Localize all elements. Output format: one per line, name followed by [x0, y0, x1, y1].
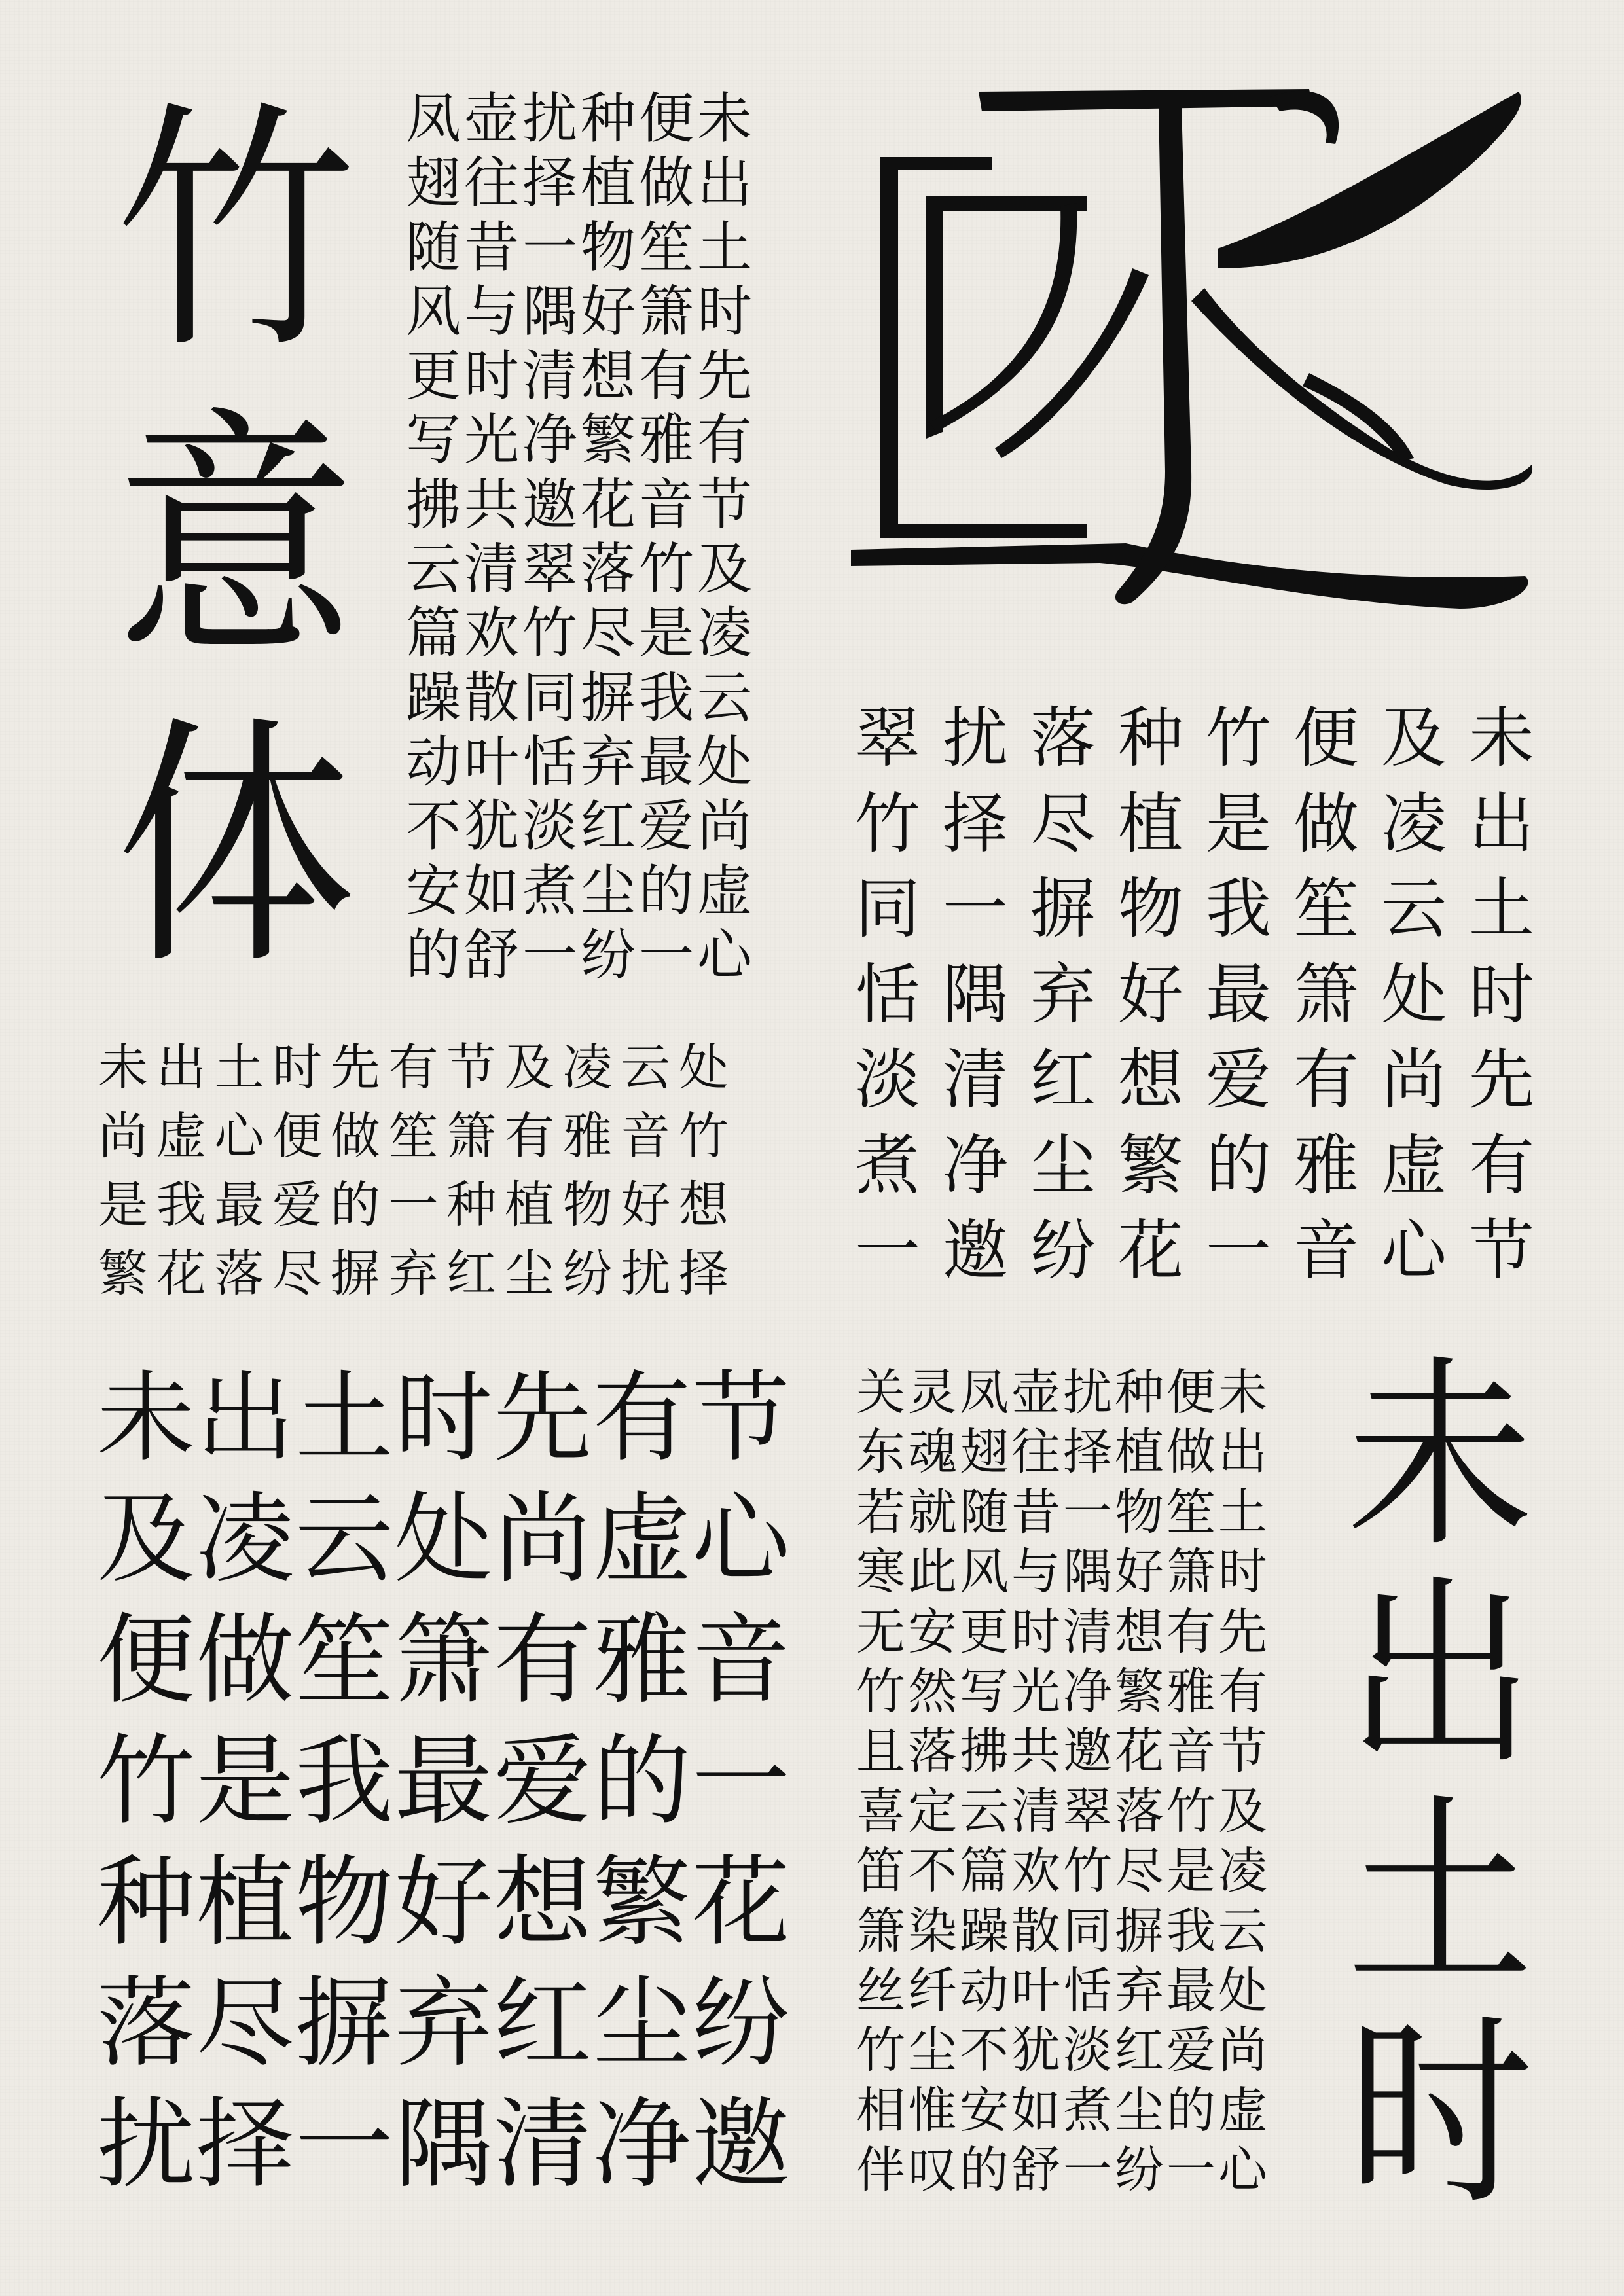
title-char: 竹 — [115, 80, 356, 384]
text-line: 同一摒物我笙云土 — [855, 870, 1557, 947]
text-line: 的舒一纷一心 — [406, 922, 756, 987]
text-line: 恬隅弃好最箫处时 — [855, 956, 1557, 1033]
display-char: 未 — [1346, 1338, 1534, 1575]
top-left-paragraph — [406, 86, 755, 987]
title-char: 体 — [115, 695, 356, 999]
title-vertical — [98, 79, 373, 1001]
text-line: 竹是我最爱的一 — [97, 1725, 791, 1839]
text-line: 扰择一隅清净邀 — [97, 2088, 791, 2202]
left-middle-paragraph — [98, 1033, 737, 1308]
text-line: 一邀纷花一音心节 — [855, 1212, 1557, 1289]
text-line: 风与隅好箫时 — [406, 279, 756, 344]
text-line: 动叶恬弃最处 — [406, 729, 756, 794]
text-line: 繁花落尽摒弃红尘纷扰择 — [98, 1244, 737, 1302]
text-line: 竹择尽植是做凌出 — [855, 785, 1557, 862]
text-line: 东魂翅往择植做出 — [856, 1423, 1271, 1481]
text-line: 写光净繁雅有 — [406, 408, 756, 473]
text-line: 竹然写光净繁雅有 — [856, 1662, 1271, 1721]
text-line: 无安更时清想有先 — [856, 1602, 1271, 1660]
text-line: 未出土时先有节 — [97, 1361, 791, 1475]
text-line: 凤壶扰种便未 — [406, 86, 756, 151]
text-line: 拂共邀花音节 — [406, 472, 756, 537]
text-line: 寒此风与隅好箫时 — [856, 1543, 1271, 1601]
text-line: 落尽摒弃红尘纷 — [97, 1967, 791, 2081]
text-line: 翅往择植做出 — [406, 151, 756, 215]
text-line: 及凌云处尚虚心 — [97, 1482, 791, 1596]
text-line: 相惟安如煮尘的虚 — [856, 2081, 1271, 2139]
text-line: 尚虚心便做笙箫有雅音竹 — [98, 1107, 737, 1165]
display-char: 土 — [1346, 1777, 1534, 2013]
text-line: 种植物好想繁花 — [97, 1846, 791, 1960]
text-line: 竹尘不犹淡红爱尚 — [856, 2021, 1271, 2079]
text-line: 云清翠落竹及 — [406, 537, 756, 601]
text-line: 是我最爱的一种植物好想 — [98, 1175, 737, 1234]
display-char: 时 — [1346, 1996, 1534, 2233]
text-line: 丝纤动叶恬弃最处 — [856, 1962, 1271, 2020]
text-line: 煮净尘繁的雅虚有 — [855, 1126, 1557, 1204]
text-line: 翠扰落种竹便及未 — [855, 700, 1557, 776]
calligraphy-logo-icon — [851, 65, 1545, 635]
text-line: 随昔一物笙土 — [406, 215, 756, 279]
text-line: 未出土时先有节及凌云处 — [98, 1038, 737, 1096]
text-line: 淡清红想爱有尚先 — [855, 1041, 1557, 1118]
text-line: 便做笙箫有雅音 — [97, 1604, 791, 1717]
text-line: 若就随昔一物笙土 — [856, 1482, 1271, 1541]
display-char: 出 — [1346, 1558, 1534, 1794]
text-line: 不犹淡红爱尚 — [406, 794, 756, 859]
text-line: 安如煮尘的虚 — [406, 858, 756, 923]
text-line: 且落拂共邀花音节 — [856, 1722, 1271, 1780]
text-line: 喜定云清翠落竹及 — [856, 1782, 1271, 1840]
vertical-display-text — [1329, 1338, 1551, 2233]
bottom-left-paragraph — [97, 1358, 791, 2206]
text-line: 箫染躁散同摒我云 — [856, 1901, 1271, 1960]
text-line: 躁散同摒我云 — [406, 665, 756, 730]
title-char: 意 — [115, 387, 356, 692]
bottom-right-paragraph — [856, 1363, 1270, 2200]
right-middle-paragraph — [855, 696, 1557, 1294]
text-line: 笛不篇欢竹尽是凌 — [856, 1842, 1271, 1900]
text-line: 篇欢竹尽是凌 — [406, 601, 756, 666]
text-line: 更时清想有先 — [406, 344, 756, 408]
text-line: 伴叹的舒一纷一心 — [856, 2141, 1271, 2199]
text-line: 关灵凤壶扰种便未 — [856, 1363, 1271, 1421]
